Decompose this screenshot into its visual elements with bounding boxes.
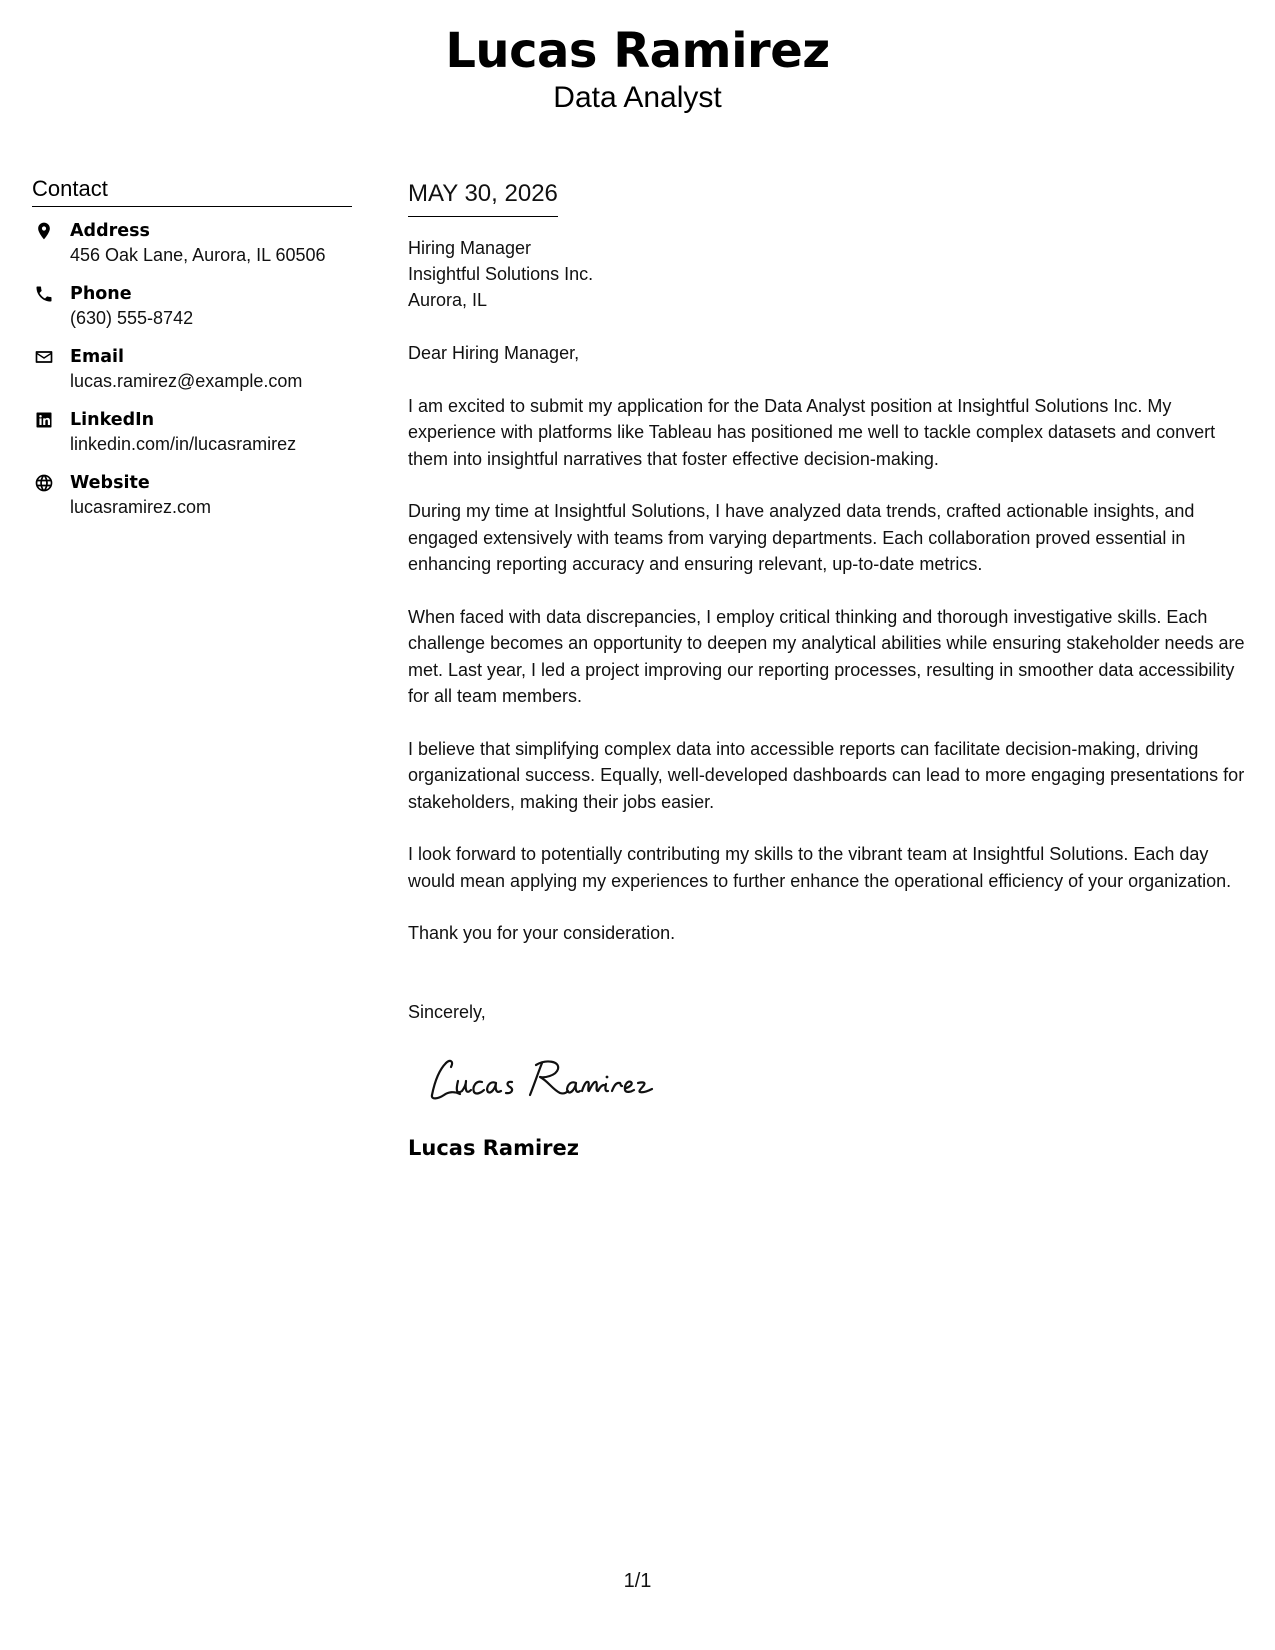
contact-item-linkedin	[32, 408, 352, 471]
contact-value: lucasramirez.com	[70, 497, 212, 517]
recipient-line: Insightful Solutions Inc.	[408, 264, 594, 284]
job-title: Data Analyst	[553, 81, 722, 114]
contact-label: Website	[70, 473, 150, 493]
salutation: Dear Hiring Manager,	[408, 343, 580, 363]
map-pin-icon	[32, 219, 56, 243]
page-number: 1/1	[623, 1570, 652, 1592]
letter-paragraph: During my time at Insightful Solutions, I have analyzed data trends, crafted actionable insights, and engaged extensively with teams from varying departments. Each collaboration proved essential in enhancing reporting accuracy and ensuring relevant, up-to-date metrics.	[408, 501, 1195, 574]
contact-value: lucas.ramirez@example.com	[70, 371, 303, 391]
contact-label: LinkedIn	[70, 410, 155, 430]
recipient-block	[408, 235, 1248, 313]
applicant-name: Lucas Ramirez	[445, 23, 830, 79]
handwritten-signature	[424, 1051, 1248, 1107]
signed-name: Lucas Ramirez	[408, 1136, 580, 1160]
letter-paragraph: I look forward to potentially contributing my skills to the vibrant team at Insightful Solutions. Each day would mean applying my experiences to further enhance the operational efficiency of your organization.	[408, 844, 1232, 891]
contact-heading: Contact	[32, 176, 352, 207]
globe-icon	[32, 471, 56, 495]
resume-header	[0, 22, 1275, 116]
letter-paragraph: I am excited to submit my application for the Data Analyst position at Insightful Solutions Inc. My experience with platforms like Tableau has positioned me well to tackle complex datasets and convert them into insightful narratives that foster effective decision-making.	[408, 395, 1216, 469]
contact-label: Email	[70, 347, 124, 367]
contact-item-email	[32, 345, 352, 408]
letter-body	[408, 178, 1248, 1161]
contact-value: (630) 555-8742	[70, 308, 194, 328]
closing: Sincerely,	[408, 1001, 486, 1022]
recipient-line: Aurora, IL	[408, 290, 488, 310]
phone-icon	[32, 282, 56, 306]
contact-value: linkedin.com/in/lucasramirez	[70, 434, 297, 454]
contact-label: Address	[70, 221, 150, 241]
linkedin-icon	[32, 408, 56, 432]
contact-item-website	[32, 471, 352, 534]
contact-label: Phone	[70, 284, 132, 304]
letter-date: MAY 30, 2026	[408, 178, 558, 217]
contact-value: 456 Oak Lane, Aurora, IL 60506	[70, 245, 326, 265]
recipient-line: Hiring Manager	[408, 238, 532, 258]
envelope-icon	[32, 345, 56, 369]
thanks-line: Thank you for your consideration.	[408, 923, 676, 943]
letter-paragraph: I believe that simplifying complex data into accessible reports can facilitate decision-making, driving organizational success. Equally, well-developed dashboards can lead to more engaging presentations for stakeholders, making their jobs easier.	[408, 738, 1245, 812]
contact-item-phone	[32, 282, 352, 345]
letter-paragraph: When faced with data discrepancies, I employ critical thinking and thorough investigative skills. Each challenge becomes an opportunity to deepen my analytical abilities while ensuring stakeholder needs are met. Last year, I led a project improving our reporting processes, resulting in smoother data accessibility for all team members.	[408, 606, 1245, 706]
contact-sidebar	[32, 176, 352, 534]
contact-item-address	[32, 219, 352, 282]
